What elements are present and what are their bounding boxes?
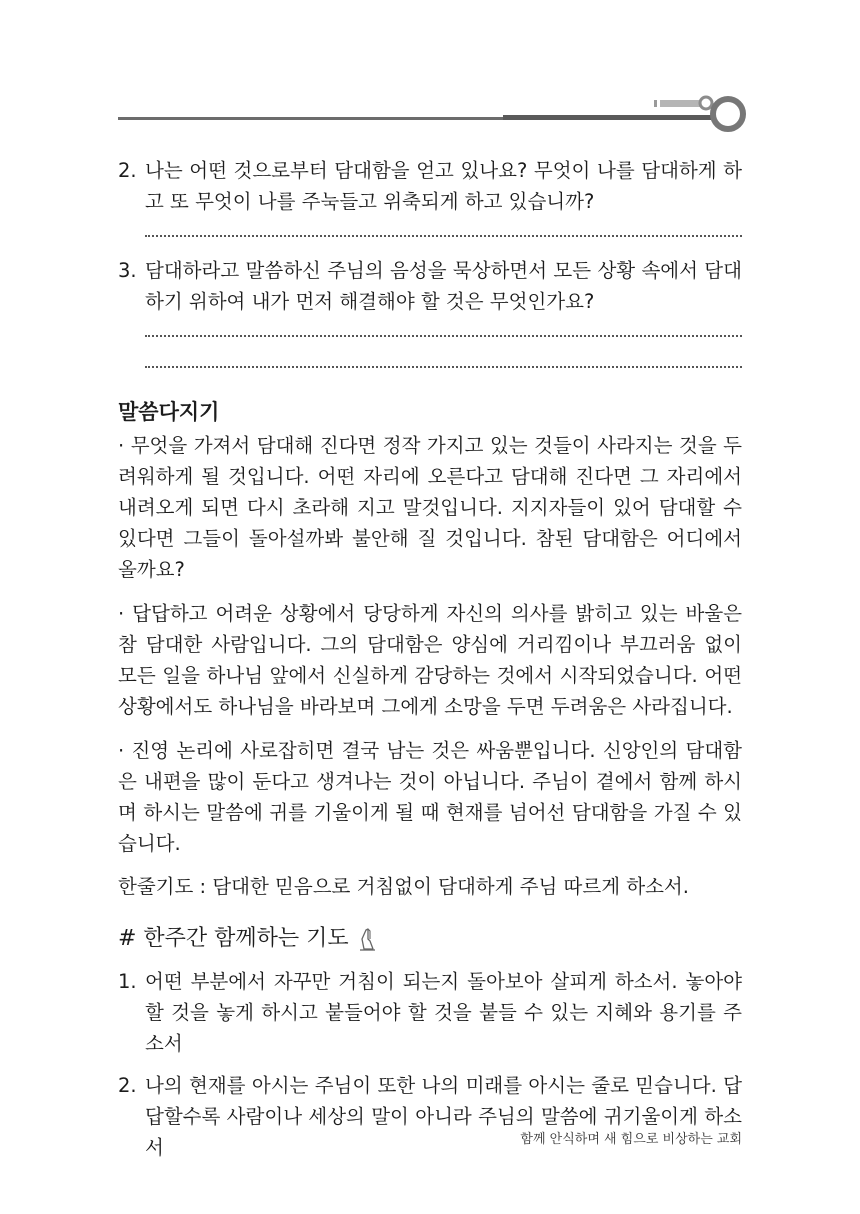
meditation-paragraph: · 무엇을 가져서 담대해 진다면 정작 가지고 있는 것들이 사라지는 것을 두려워하게 될 것입니다. 어떤 자리에 오른다고 담대해 진다면 그 자리에서 내려오게 되면 다시 초라해 지고 말것입니다. 지지자들이 있어 담대할 수 있다면 그들이 돌아설까봐 불안해 질 것입니다. 참된 담대함은 어디에서 올까요? bbox=[118, 434, 742, 581]
praying-hands-icon bbox=[357, 927, 379, 951]
question-number: 3. bbox=[118, 259, 137, 282]
question-text: 담대하라고 말씀하신 주님의 음성을 묵상하면서 모든 상황 속에서 담대하기 위하여 내가 먼저 해결해야 할 것은 무엇인가요? bbox=[145, 259, 742, 313]
page-content bbox=[118, 155, 742, 1163]
answer-line[interactable] bbox=[145, 235, 742, 237]
meditation-paragraph: · 답답하고 어려운 상황에서 당당하게 자신의 의사를 밝히고 있는 바울은 참 담대한 사람입니다. 그의 담대함은 양심에 거리낌이나 부끄러움 없이 모든 일을 하나님 앞에서 신실하게 감당하는 것에서 시작되었습니다. 어떤 상황에서도 하나님을 바라보며 그에게 소망을 두면 두려움은 사라집니다. bbox=[118, 602, 742, 718]
footer-motto: 함께 안식하며 새 힘으로 비상하는 교회 bbox=[520, 1132, 742, 1147]
prayer-number: 2. bbox=[118, 1074, 137, 1097]
prayer-number: 1. bbox=[118, 970, 137, 993]
weekly-prayer-title bbox=[118, 924, 742, 954]
meditation-paragraph: · 진영 논리에 사로잡히면 결국 남는 것은 싸움뿐입니다. 신앙인의 담대함은 내편을 많이 둔다고 생겨나는 것이 아닙니다. 주님이 곁에서 함께 하시며 하시는 말씀에 귀를 기울이게 될 때 현재를 넘어선 담대함을 가질 수 있습니다. bbox=[118, 739, 742, 855]
weekly-prayer-title-text: # 한주간 함께하는 기도 bbox=[118, 926, 349, 951]
answer-line[interactable] bbox=[145, 366, 742, 368]
question-2 bbox=[118, 155, 742, 217]
prayer-text: 나의 현재를 아시는 주님이 또한 나의 미래를 아시는 줄로 믿습니다. 답답할수록 사람이나 세상의 말이 아니라 주님의 말씀에 귀기울이게 하소서 bbox=[145, 1074, 742, 1159]
one-line-prayer: 한줄기도 : 담대한 믿음으로 거침없이 담대하게 주님 따르게 하소서. bbox=[118, 875, 689, 898]
weekly-prayer-item-2 bbox=[118, 1070, 742, 1163]
question-number: 2. bbox=[118, 159, 137, 182]
answer-line[interactable] bbox=[145, 335, 742, 337]
section-title: 말씀다지기 bbox=[118, 400, 220, 424]
header-ornament-icon bbox=[648, 86, 748, 134]
question-3 bbox=[118, 255, 742, 317]
weekly-prayer-item-1 bbox=[118, 966, 742, 1059]
prayer-text: 어떤 부분에서 자꾸만 거침이 되는지 돌아보아 살피게 하소서. 놓아야 할 것을 놓게 하시고 붙들어야 할 것을 붙들 수 있는 지혜와 용기를 주소서 bbox=[145, 970, 742, 1055]
question-text: 나는 어떤 것으로부터 담대함을 얻고 있나요? 무엇이 나를 담대하게 하고 또 무엇이 나를 주눅들고 위축되게 하고 있습니까? bbox=[145, 159, 742, 213]
